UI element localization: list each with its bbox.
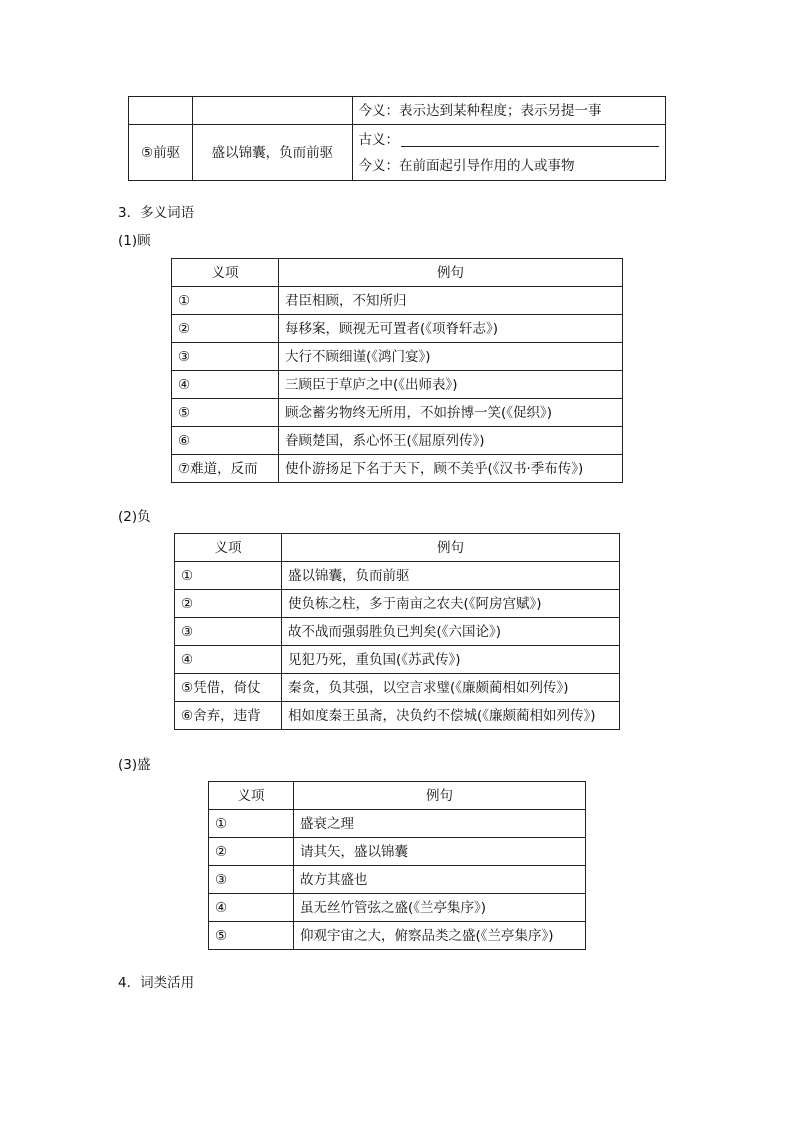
example-cell: 顾念蓄劣物终无所用，不如拚博一笑(《促织》) bbox=[279, 399, 623, 427]
example-cell: 每移案，顾视无可置者(《项脊轩志》) bbox=[279, 315, 623, 343]
example-cell: 相如度秦王虽斋，决负约不偿城(《廉颇蔺相如列传》) bbox=[282, 702, 620, 730]
table-row bbox=[175, 702, 620, 730]
meaning-cell: ② bbox=[209, 838, 294, 866]
header-row bbox=[209, 782, 586, 810]
section-3-title: 3．多义词语 bbox=[118, 205, 195, 221]
table-row bbox=[172, 399, 623, 427]
meaning-cell: ⑤ bbox=[172, 399, 279, 427]
meaning-header: 义项 bbox=[209, 782, 294, 810]
meaning-cell: ② bbox=[175, 590, 282, 618]
example-cell: 虽无丝竹管弦之盛(《兰亭集序》) bbox=[294, 894, 586, 922]
meaning-cell: ② bbox=[172, 315, 279, 343]
example-cell: 故方其盛也 bbox=[294, 866, 586, 894]
meaning-cell: ⑦难道，反而 bbox=[172, 455, 279, 483]
meaning-cell: ④ bbox=[172, 371, 279, 399]
table-row bbox=[175, 618, 620, 646]
meaning-cell: ⑥舍弃，违背 bbox=[175, 702, 282, 730]
meaning-cell: ① bbox=[209, 810, 294, 838]
meaning-cell: ⑤ bbox=[209, 922, 294, 950]
sentence-cell: 盛以锦囊，负而前驱 bbox=[193, 125, 352, 181]
sentence-cell bbox=[193, 97, 352, 125]
section-4-title: 4．词类活用 bbox=[118, 975, 195, 991]
example-cell: 盛以锦囊，负而前驱 bbox=[282, 562, 620, 590]
example-cell: 仰观宇宙之大，俯察品类之盛(《兰亭集序》) bbox=[294, 922, 586, 950]
modern-meaning: 今义：表示达到某种程度；表示另提一事 bbox=[358, 102, 602, 119]
example-header: 例句 bbox=[282, 534, 620, 562]
meaning-cell bbox=[352, 97, 666, 125]
meaning-header: 义项 bbox=[172, 259, 279, 287]
table-row bbox=[175, 646, 620, 674]
meaning-cell: ④ bbox=[209, 894, 294, 922]
example-cell: 盛衰之理 bbox=[294, 810, 586, 838]
table-row bbox=[172, 455, 623, 483]
table-row bbox=[172, 315, 623, 343]
example-cell: 君臣相顾，不知所归 bbox=[279, 287, 623, 315]
example-header: 例句 bbox=[294, 782, 586, 810]
gu-table bbox=[171, 258, 623, 483]
word-cell bbox=[129, 97, 193, 125]
meaning-cell: ④ bbox=[175, 646, 282, 674]
sheng-table bbox=[208, 781, 586, 950]
meaning-cell bbox=[352, 125, 666, 181]
table-row bbox=[209, 810, 586, 838]
table-row bbox=[172, 343, 623, 371]
meaning-cell: ③ bbox=[172, 343, 279, 371]
word-cell: ⑤前驱 bbox=[129, 125, 193, 181]
header-row bbox=[172, 259, 623, 287]
modern-meaning: 今义：在前面起引导作用的人或事物 bbox=[358, 157, 575, 174]
sheng-label: (3)盛 bbox=[118, 757, 151, 773]
example-cell: 秦贪，负其强，以空言求璧(《廉颇蔺相如列传》) bbox=[282, 674, 620, 702]
example-cell: 三顾臣于草庐之中(《出师表》) bbox=[279, 371, 623, 399]
fu-label: (2)负 bbox=[118, 509, 151, 525]
example-cell: 使负栋之柱，多于南亩之农夫(《阿房宫赋》) bbox=[282, 590, 620, 618]
meaning-header: 义项 bbox=[175, 534, 282, 562]
fu-table bbox=[174, 533, 620, 730]
example-header: 例句 bbox=[279, 259, 623, 287]
example-cell: 请其矢，盛以锦囊 bbox=[294, 838, 586, 866]
table-row bbox=[209, 866, 586, 894]
meaning-cell: ⑥ bbox=[172, 427, 279, 455]
fill-in-blank[interactable] bbox=[401, 133, 659, 147]
table-row bbox=[172, 371, 623, 399]
table-row bbox=[172, 287, 623, 315]
example-cell: 见犯乃死，重负国(《苏武传》) bbox=[282, 646, 620, 674]
table-row bbox=[129, 97, 666, 125]
word-meaning-table bbox=[128, 96, 666, 181]
example-cell: 眷顾楚国，系心怀王(《屈原列传》) bbox=[279, 427, 623, 455]
example-cell: 大行不顾细谨(《鸿门宴》) bbox=[279, 343, 623, 371]
meaning-cell: ① bbox=[172, 287, 279, 315]
table-row bbox=[129, 125, 666, 181]
table-row bbox=[175, 674, 620, 702]
meaning-cell: ⑤凭借，倚仗 bbox=[175, 674, 282, 702]
ancient-meaning-label: 古义： bbox=[358, 131, 399, 148]
meaning-cell: ③ bbox=[175, 618, 282, 646]
table-row bbox=[209, 922, 586, 950]
meaning-cell: ① bbox=[175, 562, 282, 590]
table-row bbox=[209, 894, 586, 922]
example-cell: 使仆游扬足下名于天下，顾不美乎(《汉书·季布传》) bbox=[279, 455, 623, 483]
table-row bbox=[209, 838, 586, 866]
table-row bbox=[172, 427, 623, 455]
table-row bbox=[175, 562, 620, 590]
example-cell: 故不战而强弱胜负已判矣(《六国论》) bbox=[282, 618, 620, 646]
gu-label: (1)顾 bbox=[118, 233, 151, 249]
meaning-cell: ③ bbox=[209, 866, 294, 894]
table-row bbox=[175, 590, 620, 618]
header-row bbox=[175, 534, 620, 562]
